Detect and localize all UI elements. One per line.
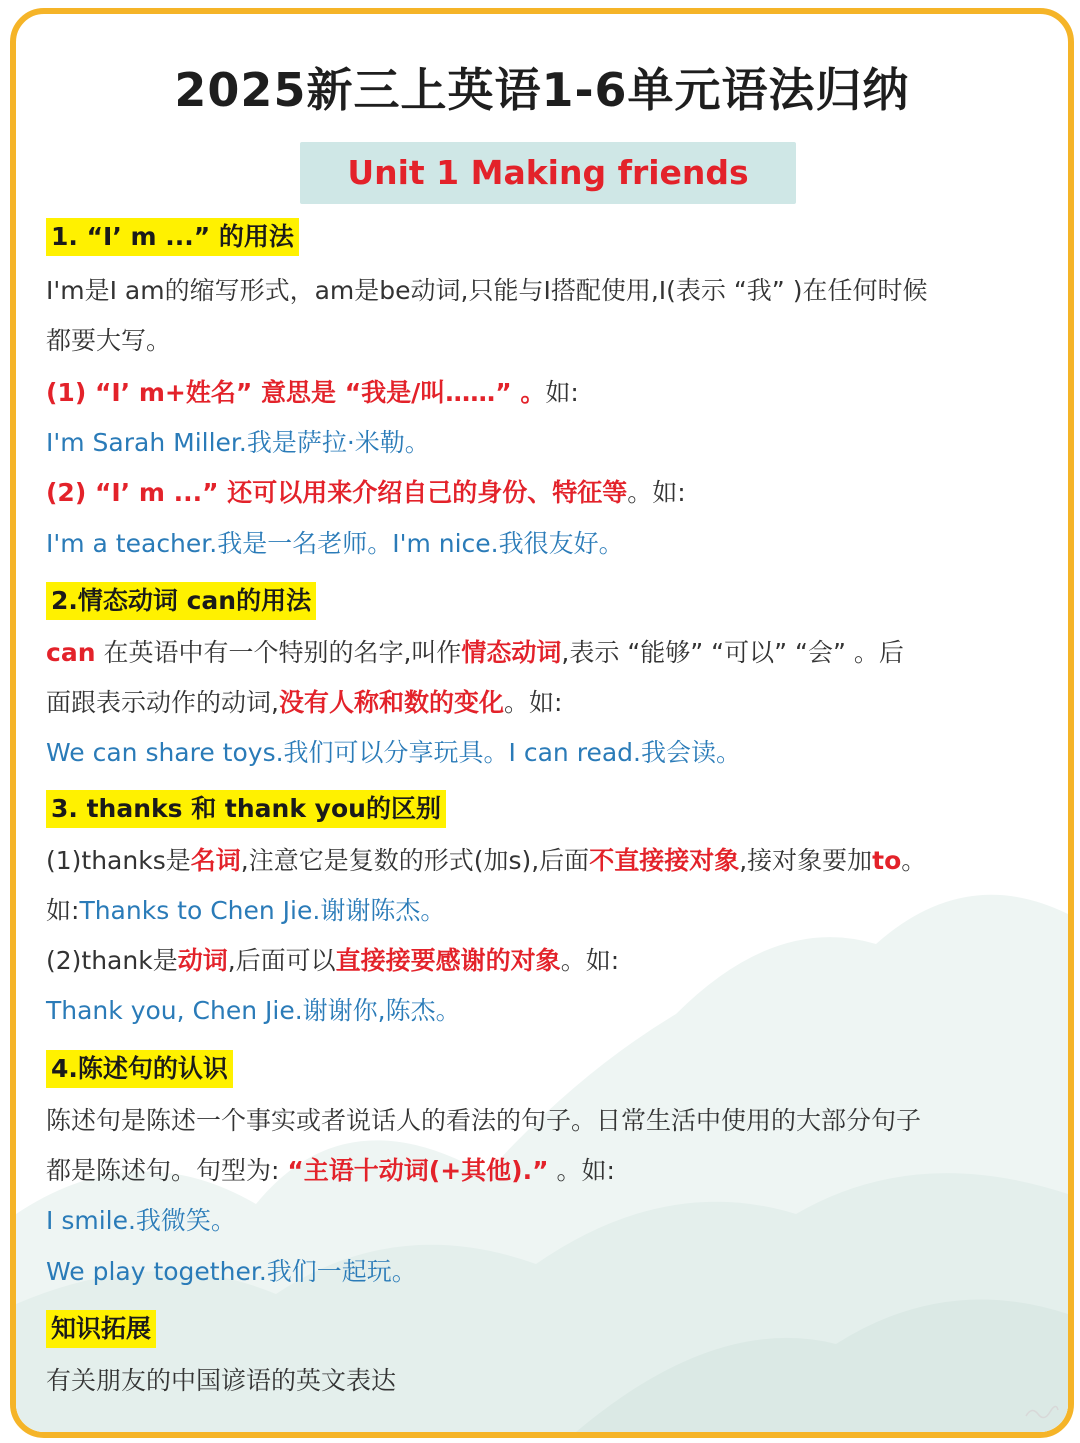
section-3-text: 。 xyxy=(901,846,927,875)
section-2-text: 。如: xyxy=(503,688,563,717)
page-title: 2025新三上英语1-6单元语法归纳 xyxy=(174,63,910,117)
section-3-example-1: Thanks to Chen Jie.谢谢陈杰。 xyxy=(79,896,446,925)
section-4-heading: 4.陈述句的认识 xyxy=(46,1050,233,1088)
section-2-heading-line xyxy=(46,582,1046,620)
example-prefix: 如: xyxy=(46,896,80,925)
section-1-rule-2 xyxy=(46,476,1046,510)
section-3-text: ,接对象要加 xyxy=(739,846,873,875)
section-4-example-2: We play together.我们一起玩。 xyxy=(46,1257,417,1286)
section-2-example: We can share toys.我们可以分享玩具。I can read.我会读。 xyxy=(46,738,741,767)
document-content xyxy=(16,14,1068,1432)
section-1-heading-line xyxy=(46,218,1046,256)
section-3-line-1 xyxy=(46,844,1046,878)
section-3-text: ,后面可以 xyxy=(227,946,336,975)
section-3-heading: 3. thanks 和 thank you的区别 xyxy=(46,790,446,828)
section-3-line-2 xyxy=(46,894,1046,928)
section-2-text: 在英语中有一个特别的名字,叫作 xyxy=(95,638,462,667)
section-4-text: 。如: xyxy=(548,1156,615,1185)
section-2-text: ,表示 “能够” “可以” “会” 。后 xyxy=(561,638,904,667)
verb-term: 动词 xyxy=(177,946,228,975)
modal-verb-term: 情态动词 xyxy=(461,638,562,667)
section-4-heading-line xyxy=(46,1050,1046,1088)
unit-banner xyxy=(300,142,796,204)
rule-2-label: (2) “I’ m ...” 还可以用来介绍自己的身份、特征等 xyxy=(46,478,628,507)
section-3-text: (2)thank是 xyxy=(46,946,178,975)
section-3-text: (1)thanks是 xyxy=(46,846,191,875)
section-2-para-line-2 xyxy=(46,686,1046,720)
section-4-text: 都是陈述句。句型为: xyxy=(46,1156,288,1185)
section-1-example-1: I'm Sarah Miller.我是萨拉·米勒。 xyxy=(46,428,430,457)
can-keyword: can xyxy=(46,638,96,667)
unit-title: Unit 1 Making friends xyxy=(347,153,749,192)
rule-1-label: (1) “I’ m+姓名” 意思是 “我是/叫……” 。 xyxy=(46,378,546,407)
noun-term: 名词 xyxy=(190,846,241,875)
sentence-pattern: “主语十动词(+其他).” xyxy=(287,1156,549,1185)
rule-1-tail: 如: xyxy=(545,378,579,407)
section-1-example-2: I'm a teacher.我是一名老师。I'm nice.我很友好。 xyxy=(46,529,624,558)
section-5-heading-line xyxy=(46,1310,1046,1348)
section-1-para-line-2: 都要大写。 xyxy=(46,326,172,355)
section-2-text: 面跟表示动作的动词, xyxy=(46,688,279,717)
section-3-heading-line xyxy=(46,790,1046,828)
section-4-para-line-2 xyxy=(46,1154,1046,1188)
section-1-rule-1 xyxy=(46,376,1046,410)
section-5-heading: 知识拓展 xyxy=(46,1310,156,1348)
section-1-para-line-1: I'm是I am的缩写形式，am是be动词,只能与I搭配使用,I(表示 “我” )在任何时候 xyxy=(46,276,928,305)
section-2-heading: 2.情态动词 can的用法 xyxy=(46,582,316,620)
section-3-example-2: Thank you, Chen Jie.谢谢你,陈杰。 xyxy=(46,996,461,1025)
page-frame xyxy=(10,8,1074,1438)
section-3-line-3 xyxy=(46,944,1046,978)
direct-object-note: 直接接要感谢的对象 xyxy=(335,946,561,975)
section-1-heading: 1. “I’ m ...” 的用法 xyxy=(46,218,299,256)
no-direct-object-note: 不直接接对象 xyxy=(589,846,740,875)
section-3-text: 。如: xyxy=(560,946,620,975)
section-2-para-line-1 xyxy=(46,636,1046,670)
section-4-para-line-1: 陈述句是陈述一个事实或者说话人的看法的句子。日常生活中使用的大部分句子 xyxy=(46,1106,922,1135)
section-5-para: 有关朋友的中国谚语的英文表达 xyxy=(46,1366,397,1395)
section-4-example-1: I smile.我微笑。 xyxy=(46,1206,236,1235)
to-keyword: to xyxy=(872,846,902,875)
section-3-text: ,注意它是复数的形式(加s),后面 xyxy=(240,846,590,875)
watermark-signature xyxy=(1024,1402,1060,1422)
rule-2-tail: 。如: xyxy=(627,478,686,507)
no-change-note: 没有人称和数的变化 xyxy=(278,688,504,717)
